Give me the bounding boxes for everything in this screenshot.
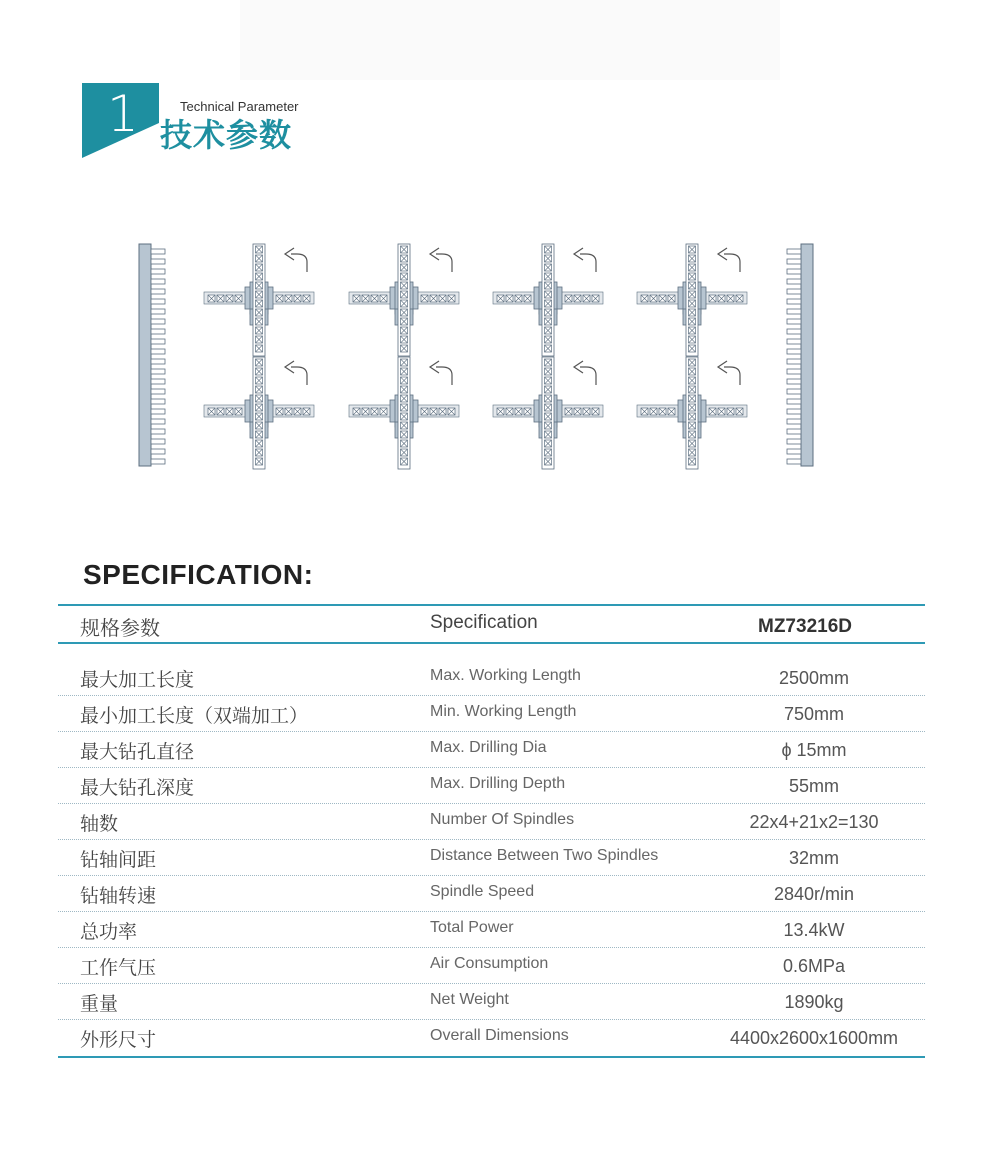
spindle-layout-diagram — [135, 238, 825, 474]
row-value: 2840r/min — [773, 884, 855, 904]
table-row — [58, 660, 925, 696]
table-header-rule — [58, 642, 925, 644]
table-bottom-rule — [58, 1056, 925, 1058]
row-cn: 轴数 — [80, 814, 119, 835]
row-en: Spindle Speed — [430, 883, 535, 900]
row-cn: 总功率 — [80, 922, 138, 943]
row-cn: 钻轴间距 — [80, 850, 157, 871]
row-cn: 钻轴转速 — [80, 886, 157, 907]
table-row — [58, 804, 925, 840]
row-cn: 重量 — [80, 994, 119, 1015]
row-value: 0.6MPa — [782, 956, 846, 976]
row-value: 22x4+21x2=130 — [749, 812, 879, 832]
header-model: MZ73216D — [758, 616, 852, 637]
row-cn: 最大钻孔直径 — [80, 742, 195, 763]
row-value: 1890kg — [784, 992, 844, 1012]
section-title-cn: 技术参数 — [160, 117, 293, 153]
row-value: ϕ 15mm — [781, 740, 847, 760]
row-cn: 工作气压 — [80, 958, 157, 979]
row-en: Max. Working Length — [430, 667, 581, 684]
row-value: 4400x2600x1600mm — [729, 1028, 899, 1048]
row-value: 13.4kW — [783, 920, 845, 940]
table-row — [58, 840, 925, 876]
table-row — [58, 912, 925, 948]
spec-table-body — [58, 660, 925, 1056]
table-row — [58, 768, 925, 804]
row-cn: 外形尺寸 — [80, 1030, 157, 1051]
row-cn: 最大加工长度 — [80, 670, 195, 691]
table-row — [58, 876, 925, 912]
row-en: Min. Working Length — [430, 703, 577, 720]
table-row — [58, 1020, 925, 1056]
row-en: Max. Drilling Depth — [430, 775, 566, 792]
section-number-badge — [82, 83, 159, 158]
table-row — [58, 696, 925, 732]
row-en: Overall Dimensions — [430, 1027, 569, 1044]
top-background-band — [240, 0, 780, 80]
table-row — [58, 732, 925, 768]
spindle-layout-diagram-icon — [135, 238, 825, 474]
header-en: Specification — [430, 612, 538, 633]
row-value: 55mm — [788, 776, 839, 796]
row-en: Net Weight — [430, 991, 509, 1008]
section-title-en: Technical Parameter — [180, 99, 299, 114]
table-header-row — [58, 606, 925, 642]
row-en: Max. Drilling Dia — [430, 739, 547, 756]
row-value: 2500mm — [778, 668, 850, 688]
row-cn: 最小加工长度（双端加工） — [80, 706, 309, 727]
row-value: 750mm — [783, 704, 845, 724]
row-en: Distance Between Two Spindles — [430, 847, 659, 864]
header-cn: 规格参数 — [80, 618, 160, 640]
row-en: Air Consumption — [430, 955, 549, 972]
row-cn: 最大钻孔深度 — [80, 778, 195, 799]
table-row — [58, 984, 925, 1020]
row-en: Total Power — [430, 919, 514, 936]
row-value: 32mm — [788, 848, 839, 868]
section-number: 1 — [107, 85, 139, 143]
row-en: Number Of Spindles — [430, 811, 575, 828]
spec-heading: SPECIFICATION: — [83, 559, 314, 590]
table-row — [58, 948, 925, 984]
